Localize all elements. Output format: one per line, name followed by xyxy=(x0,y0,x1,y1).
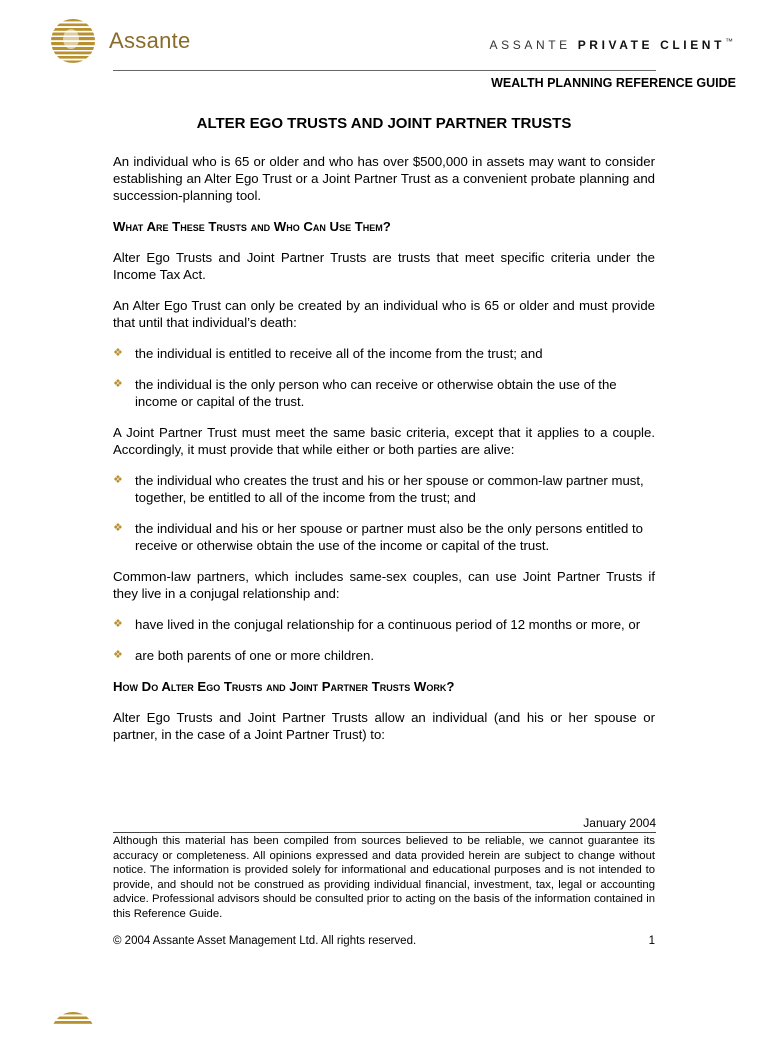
paragraph: An Alter Ego Trust can only be created by an individual who is 65 or older and must provide that until that individual’s death: xyxy=(113,298,655,330)
list-item-text: the individual and his or her spouse or partner must also be the only persons entitled to receive or otherwise obtain the use of the income or capital of the trust. xyxy=(135,521,644,553)
diamond-bullet-icon: ❖ xyxy=(113,618,123,630)
copyright-notice: © 2004 Assante Asset Management Ltd. All rights reserved. xyxy=(113,935,417,947)
paragraph: Alter Ego Trusts and Joint Partner Trusts allow an individual (and his or her spouse or partner, in the case of a Joint Partner Trust) to: xyxy=(113,710,655,742)
diamond-bullet-icon: ❖ xyxy=(113,347,123,359)
list-item xyxy=(113,520,655,554)
list-item xyxy=(113,472,655,506)
list-item-text: the individual is the only person who can receive or otherwise obtain the use of the income or capital of the trust. xyxy=(135,377,617,409)
paragraph: Common-law partners, which includes same-sex couples, can use Joint Partner Trusts if they live in a conjugal relationship and: xyxy=(113,569,655,601)
list-item-text: are both parents of one or more children. xyxy=(135,648,374,663)
diamond-bullet-icon: ❖ xyxy=(113,522,123,534)
section-heading-how-trusts-work: How Do Alter Ego Trusts and Joint Partner Trusts Work? xyxy=(113,679,455,694)
paragraph: Alter Ego Trusts and Joint Partner Trusts are trusts that meet specific criteria under the Income Tax Act. xyxy=(113,250,655,282)
list-item xyxy=(113,345,655,362)
assante-logo-icon xyxy=(49,17,97,65)
paragraph: A Joint Partner Trust must meet the same basic criteria, except that it applies to a couple. Accordingly, it must provide that while either or both parties are alive: xyxy=(113,425,655,457)
joint-partner-criteria-list xyxy=(113,472,655,554)
list-item xyxy=(113,376,655,410)
diamond-bullet-icon: ❖ xyxy=(113,649,123,661)
list-item xyxy=(113,616,655,633)
trademark-mark: ™ xyxy=(725,37,733,46)
alter-ego-criteria-list xyxy=(113,345,655,410)
list-item-text: the individual who creates the trust and his or her spouse or common-law partner must, together, be entitled to all of the income from the trust; and xyxy=(135,473,644,505)
footer-divider xyxy=(113,832,656,833)
brand-title xyxy=(490,37,733,52)
intro-paragraph: An individual who is 65 or older and who has over $500,000 in assets may want to consider establishing an Alter Ego Trust or a Joint Partner Trust as a convenient probate planning and succession-planning tool. xyxy=(113,154,655,203)
brand-suffix: PRIVATE CLIENT xyxy=(577,38,725,52)
diamond-bullet-icon: ❖ xyxy=(113,378,123,390)
guide-title: WEALTH PLANNING REFERENCE GUIDE xyxy=(491,76,736,90)
list-item-text: the individual is entitled to receive all of the income from the trust; and xyxy=(135,346,543,361)
list-item-text: have lived in the conjugal relationship for a continuous period of 12 months or more, or xyxy=(135,617,641,632)
assante-logo-icon-next-page xyxy=(49,1010,97,1058)
document-title: ALTER EGO TRUSTS AND JOINT PARTNER TRUSTS xyxy=(196,115,572,132)
logo-wordmark: Assante xyxy=(109,28,191,53)
header-divider xyxy=(113,70,656,71)
document-body xyxy=(113,114,655,757)
document-date: January 2004 xyxy=(583,816,656,830)
disclaimer-text: Although this material has been compiled from sources believed to be reliable, we cannot guarantee its accuracy or completeness. All opinions expressed and data provided herein are subject to change without notice. The information is provided solely for informational and educational purposes and is not intended to provide, and should not be construed as providing individual financial, investment, tax, legal or accounting advice. Professional advisors should be consulted prior to acting on the basis of the information contained in this Reference Guide. xyxy=(113,835,655,920)
page-number: 1 xyxy=(648,935,655,947)
list-item xyxy=(113,647,655,664)
common-law-criteria-list xyxy=(113,616,655,664)
brand-name: ASSANTE xyxy=(489,38,571,52)
section-heading-who-can-use: What Are These Trusts and Who Can Use Them? xyxy=(113,219,391,234)
diamond-bullet-icon: ❖ xyxy=(113,474,123,486)
